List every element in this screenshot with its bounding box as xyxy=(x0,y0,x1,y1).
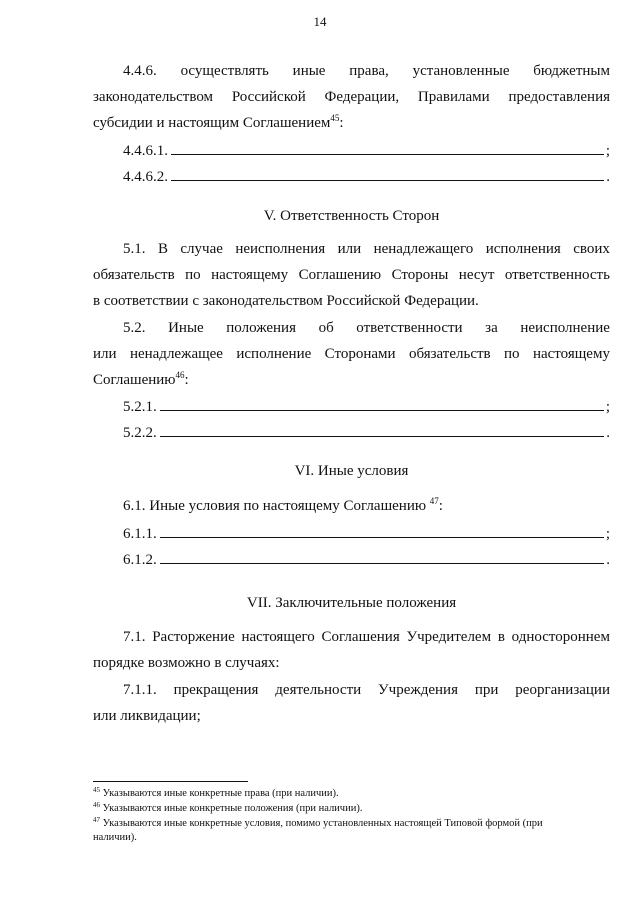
paragraph-7-1-1-line-1: 7.1.1. прекращения деятельности Учреждения при реорганизации xyxy=(123,682,610,698)
paragraph-7-1-line-2: порядке возможно в случаях: xyxy=(93,655,280,671)
fill-line-5-2-1: 5.2.1. ; xyxy=(123,399,610,415)
footnote-45: $^{45}$ Указываются иные конкретные права (при наличии). xyxy=(93,786,339,799)
paragraph-4-4-6-line-1: 4.4.6. осуществлять иные права, установленные бюджетным xyxy=(123,63,610,79)
paragraph-5-2-line-3: Соглашению$^{46}$: xyxy=(93,370,189,388)
footnote-47-line-1: $^{47}$ Указываются иные конкретные условия, помимо установленных настоящей Типовой формой (при xyxy=(93,816,543,829)
paragraph-5-1-line-2: обязательств по настоящему Соглашению Стороны несут ответственность xyxy=(93,267,610,283)
footnote-ref-46: 46 xyxy=(175,370,185,380)
paragraph-6-1: 6.1. Иные условия по настоящему Соглашению $^{47}$: xyxy=(123,496,443,514)
blank-rule xyxy=(160,397,604,411)
blank-rule xyxy=(160,423,605,437)
paragraph-5-1-line-3: в соответствии с законодательством Российской Федерации. xyxy=(93,293,479,309)
footnote-46: $^{46}$ Указываются иные конкретные положения (при наличии). xyxy=(93,801,363,814)
section-7-heading: VII. Заключительные положения xyxy=(246,595,457,611)
fill-line-4-4-6-1: 4.4.6.1. ; xyxy=(123,143,610,159)
paragraph-5-2-line-2: или ненадлежащее исполнение Сторонами обязательств по настоящему xyxy=(93,346,610,362)
footnote-separator xyxy=(93,781,248,782)
paragraph-4-4-6-line-2: законодательством Российской Федерации, Правилами предоставления xyxy=(93,89,610,105)
blank-rule xyxy=(171,167,604,181)
fill-line-4-4-6-2: 4.4.6.2. . xyxy=(123,169,610,185)
blank-rule xyxy=(160,550,605,564)
footnote-ref-47: 47 xyxy=(429,496,439,506)
fill-line-6-1-1: 6.1.1. ; xyxy=(123,526,610,542)
blank-rule xyxy=(171,141,604,155)
paragraph-5-1-line-1: 5.1. В случае неисполнения или ненадлежащего исполнения своих xyxy=(123,241,610,257)
page-number: 14 xyxy=(313,14,327,29)
footnote-ref-45: 45 xyxy=(330,113,340,123)
section-6-heading: VI. Иные условия xyxy=(294,463,409,479)
paragraph-4-4-6-line-3: субсидии и настоящим Соглашением$^{45}$: xyxy=(93,113,344,131)
fill-line-5-2-2: 5.2.2. . xyxy=(123,425,610,441)
paragraph-5-2-line-1: 5.2. Иные положения об ответственности за неисполнение xyxy=(123,320,610,336)
footnote-47-line-2: наличии). xyxy=(93,832,137,843)
paragraph-7-1-line-1: 7.1. Расторжение настоящего Соглашения Учредителем в одностороннем xyxy=(123,629,610,645)
fill-line-6-1-2: 6.1.2. . xyxy=(123,552,610,568)
paragraph-7-1-1-line-2: или ликвидации; xyxy=(93,708,201,724)
blank-rule xyxy=(160,524,604,538)
section-5-heading: V. Ответственность Сторон xyxy=(263,208,440,224)
